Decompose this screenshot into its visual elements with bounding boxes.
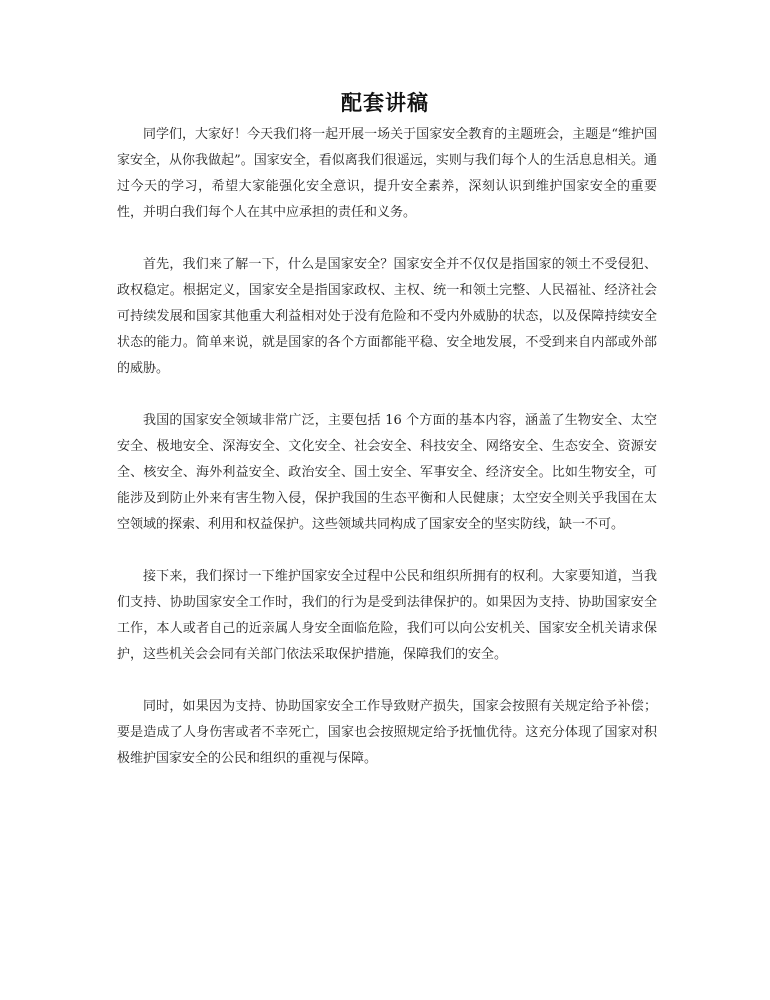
document-body [117,122,657,798]
paragraph-fields: 我国的国家安全领域非常广泛，主要包括 16 个方面的基本内容，涵盖了生物安全、太空安全、极地安全、深海安全、文化安全、社会安全、科技安全、网络安全、生态安全、资源安全、核安全、海外利益安全、政治安全、国土安全、军事安全、经济安全。比如生物安全，可能涉及到防止外来有害生物入侵，保护我国的生态平衡和人民健康；太空安全则关乎我国在太空领域的探索、利用和权益保护。这些领域共同构成了国家安全的坚实防线，缺一不可。 [117,413,657,532]
document-title: 配套讲稿 [341,90,429,115]
paragraph-rights: 接下来，我们探讨一下维护国家安全过程中公民和组织所拥有的权利。大家要知道，当我们支持、协助国家安全工作时，我们的行为是受到法律保护的。如果因为支持、协助国家安全工作，本人或者自己的近亲属人身安全面临危险，我们可以向公安机关、国家安全机关请求保护，这些机关会会同有关部门依法采取保护措施，保障我们的安全。 [117,569,657,662]
paragraph-compensation: 同时，如果因为支持、协助国家安全工作导致财产损失，国家会按照有关规定给予补偿；要是造成了人身伤害或者不幸死亡，国家也会按照规定给予抚恤优待。这充分体现了国家对积极维护国家安全的公民和组织的重视与保障。 [117,699,657,766]
paragraph-definition: 首先，我们来了解一下，什么是国家安全？国家安全并不仅仅是指国家的领土不受侵犯、政权稳定。根据定义，国家安全是指国家政权、主权、统一和领土完整、人民福祉、经济社会可持续发展和国家其他重大利益相对处于没有危险和不受内外威胁的状态，以及保障持续安全状态的能力。简单来说，就是国家的各个方面都能平稳、安全地发展，不受到来自内部或外部的威胁。 [117,257,657,376]
paragraph-intro: 同学们，大家好！今天我们将一起开展一场关于国家安全教育的主题班会，主题是“维护国家安全，从你我做起”。国家安全，看似离我们很遥远，实则与我们每个人的生活息息相关。通过今天的学习，希望大家能强化安全意识，提升安全素养，深刻认识到维护国家安全的重要性，并明白我们每个人在其中应承担的责任和义务。 [117,127,657,220]
